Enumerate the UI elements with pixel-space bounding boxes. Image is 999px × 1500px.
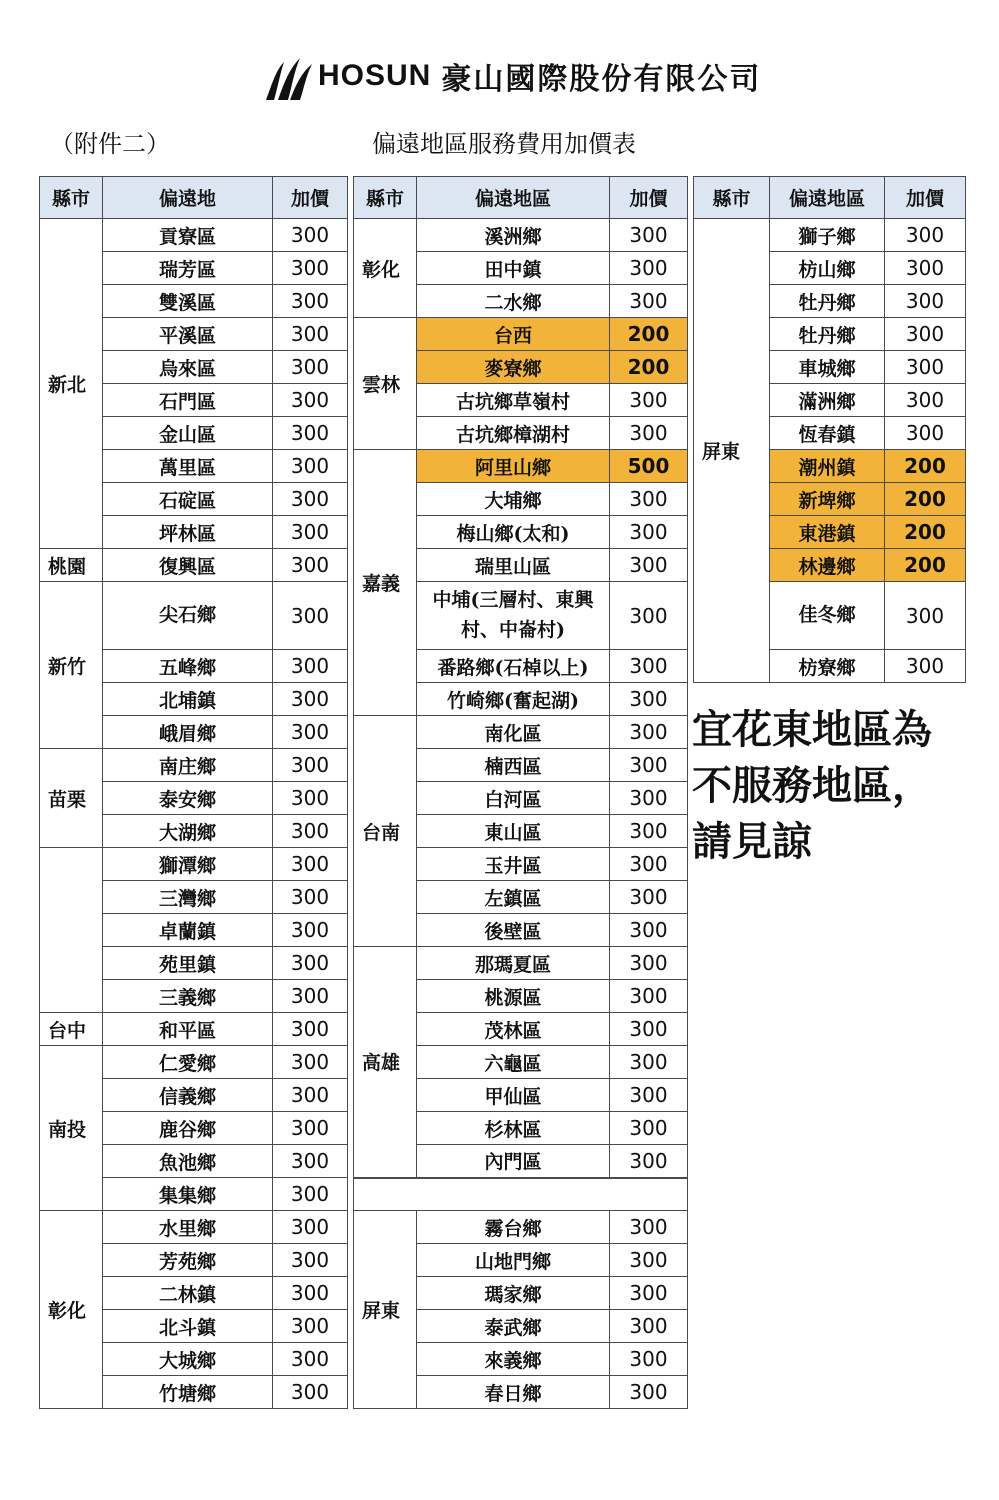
price-cell: 300 [610, 252, 688, 285]
price-cell: 300 [273, 914, 348, 947]
area-cell: 六龜區 [417, 1046, 610, 1079]
county-cell: 苗栗 [40, 749, 103, 848]
table-row [40, 848, 348, 881]
price-cell: 300 [273, 483, 348, 516]
area-cell: 東山區 [417, 815, 610, 848]
table-row [40, 1211, 348, 1244]
area-cell: 二林鎮 [103, 1277, 273, 1310]
price-cell: 300 [273, 749, 348, 782]
blank-row [354, 1178, 688, 1211]
area-cell: 魚池鄉 [103, 1145, 273, 1178]
price-cell: 300 [273, 1145, 348, 1178]
area-cell: 復興區 [103, 549, 273, 582]
price-cell: 300 [610, 848, 688, 881]
price-cell: 300 [273, 1310, 348, 1343]
area-cell: 集集鄉 [103, 1178, 273, 1211]
area-cell: 霧台鄉 [417, 1211, 610, 1244]
area-cell: 枋寮鄉 [770, 650, 885, 683]
county-cell: 南投 [40, 1046, 103, 1211]
area-cell: 南庄鄉 [103, 749, 273, 782]
price-cell: 300 [610, 417, 688, 450]
area-cell: 古坑鄉草嶺村 [417, 384, 610, 417]
price-cell: 300 [610, 1013, 688, 1046]
area-cell: 苑里鎮 [103, 947, 273, 980]
price-cell: 300 [610, 782, 688, 815]
price-cell: 300 [273, 980, 348, 1013]
area-cell: 梅山鄉(太和) [417, 516, 610, 549]
price-cell: 200 [885, 450, 966, 483]
price-cell: 300 [610, 1145, 688, 1178]
price-cell: 300 [273, 582, 348, 650]
area-cell: 大埔鄉 [417, 483, 610, 516]
price-cell: 200 [885, 516, 966, 549]
price-cell: 300 [273, 815, 348, 848]
price-cell: 300 [273, 650, 348, 683]
area-cell: 芳苑鄉 [103, 1244, 273, 1277]
price-cell: 300 [610, 881, 688, 914]
price-cell: 300 [273, 1046, 348, 1079]
price-cell: 300 [273, 516, 348, 549]
service-area-notice [692, 702, 992, 870]
col-county-header: 縣市 [40, 177, 103, 219]
area-cell: 中埔(三層村、東興村、中崙村) [417, 582, 610, 650]
price-cell: 300 [610, 1376, 688, 1409]
table-row [694, 219, 966, 252]
county-cell: 台中 [40, 1013, 103, 1046]
price-cell: 300 [885, 318, 966, 351]
logo-text: HOSUN [318, 59, 432, 92]
table-row [40, 749, 348, 782]
surcharge-table-right [693, 176, 966, 683]
county-cell: 彰化 [40, 1211, 103, 1409]
price-cell: 300 [885, 351, 966, 384]
area-cell: 石門區 [103, 384, 273, 417]
price-cell: 200 [610, 318, 688, 351]
area-cell: 牡丹鄉 [770, 318, 885, 351]
area-cell: 古坑鄉樟湖村 [417, 417, 610, 450]
area-cell: 田中鎮 [417, 252, 610, 285]
price-cell: 300 [273, 285, 348, 318]
price-cell: 300 [610, 650, 688, 683]
area-cell: 滿洲鄉 [770, 384, 885, 417]
county-cell: 台南 [354, 716, 417, 947]
notice-line: 請見諒 [692, 819, 812, 865]
price-cell: 300 [885, 252, 966, 285]
area-cell: 新埤鄉 [770, 483, 885, 516]
area-cell: 和平區 [103, 1013, 273, 1046]
area-cell: 五峰鄉 [103, 650, 273, 683]
price-cell: 200 [885, 483, 966, 516]
price-cell: 300 [610, 716, 688, 749]
price-cell: 300 [273, 252, 348, 285]
area-cell: 萬里區 [103, 450, 273, 483]
table-row [40, 1013, 348, 1046]
col-price-header: 加價 [273, 177, 348, 219]
attachment-label: （附件二） [50, 130, 170, 158]
area-cell: 鹿谷鄉 [103, 1112, 273, 1145]
price-cell: 300 [610, 1112, 688, 1145]
col-county-header: 縣市 [694, 177, 770, 219]
county-cell: 桃園 [40, 549, 103, 582]
price-cell: 300 [273, 848, 348, 881]
area-cell: 麥寮鄉 [417, 351, 610, 384]
area-cell: 杉林區 [417, 1112, 610, 1145]
table-row [354, 1178, 688, 1211]
table-row [354, 716, 688, 749]
table-row [354, 1211, 688, 1244]
price-cell: 300 [885, 650, 966, 683]
area-cell: 玉井區 [417, 848, 610, 881]
price-cell: 300 [273, 1343, 348, 1376]
area-cell: 尖石鄉 [103, 582, 273, 650]
area-cell: 東港鎮 [770, 516, 885, 549]
price-cell: 300 [885, 384, 966, 417]
price-cell: 300 [273, 384, 348, 417]
area-cell: 北斗鎮 [103, 1310, 273, 1343]
price-cell: 300 [273, 1079, 348, 1112]
col-price-header: 加價 [885, 177, 966, 219]
price-cell: 300 [610, 1211, 688, 1244]
area-cell: 春日鄉 [417, 1376, 610, 1409]
price-cell: 300 [273, 947, 348, 980]
area-cell: 水里鄉 [103, 1211, 273, 1244]
col-area-header: 偏遠地區 [770, 177, 885, 219]
area-cell: 恆春鎮 [770, 417, 885, 450]
table-row [40, 1046, 348, 1079]
county-cell: 彰化 [354, 219, 417, 318]
area-cell: 左鎮區 [417, 881, 610, 914]
document-title: 偏遠地區服務費用加價表 [372, 130, 636, 158]
area-cell: 卓蘭鎮 [103, 914, 273, 947]
area-cell: 台西 [417, 318, 610, 351]
price-cell: 300 [610, 1277, 688, 1310]
col-county-header: 縣市 [354, 177, 417, 219]
price-cell: 300 [273, 716, 348, 749]
price-cell: 500 [610, 450, 688, 483]
price-cell: 300 [610, 1244, 688, 1277]
area-cell: 北埔鎮 [103, 683, 273, 716]
price-cell: 300 [273, 1211, 348, 1244]
col-area-header: 偏遠地區 [417, 177, 610, 219]
price-cell: 200 [610, 351, 688, 384]
price-cell: 300 [273, 1277, 348, 1310]
area-cell: 南化區 [417, 716, 610, 749]
table-row [354, 318, 688, 351]
county-cell: 屏東 [694, 219, 770, 683]
company-header [262, 46, 761, 106]
hosun-logo-icon [262, 48, 314, 104]
area-cell: 平溪區 [103, 318, 273, 351]
area-cell: 大湖鄉 [103, 815, 273, 848]
price-cell: 300 [273, 1112, 348, 1145]
area-cell: 瑞里山區 [417, 549, 610, 582]
price-cell: 300 [273, 318, 348, 351]
area-cell: 車城鄉 [770, 351, 885, 384]
price-cell: 300 [273, 683, 348, 716]
price-cell: 300 [610, 219, 688, 252]
area-cell: 茂林區 [417, 1013, 610, 1046]
area-cell: 桃源區 [417, 980, 610, 1013]
price-cell: 300 [885, 285, 966, 318]
surcharge-table-left [39, 176, 348, 1409]
col-price-header: 加價 [610, 177, 688, 219]
price-cell: 300 [610, 914, 688, 947]
area-cell: 楠西區 [417, 749, 610, 782]
price-cell: 300 [273, 782, 348, 815]
area-cell: 三灣鄉 [103, 881, 273, 914]
price-cell: 300 [273, 1013, 348, 1046]
area-cell: 瑪家鄉 [417, 1277, 610, 1310]
price-cell: 300 [610, 1046, 688, 1079]
price-cell: 300 [885, 582, 966, 650]
area-cell: 後壁區 [417, 914, 610, 947]
table-row [40, 219, 348, 252]
area-cell: 大城鄉 [103, 1343, 273, 1376]
price-cell: 300 [610, 483, 688, 516]
price-cell: 300 [273, 417, 348, 450]
surcharge-table-middle [353, 176, 688, 1409]
area-cell: 泰武鄉 [417, 1310, 610, 1343]
price-cell: 300 [610, 285, 688, 318]
table-row [354, 450, 688, 483]
price-cell: 300 [273, 351, 348, 384]
area-cell: 佳冬鄉 [770, 582, 885, 650]
area-cell: 甲仙區 [417, 1079, 610, 1112]
county-cell: 新北 [40, 219, 103, 549]
price-cell: 300 [610, 384, 688, 417]
company-name: 豪山國際股份有限公司 [441, 62, 762, 97]
area-cell: 仁愛鄉 [103, 1046, 273, 1079]
price-cell: 300 [610, 749, 688, 782]
table-row [40, 582, 348, 650]
price-cell: 300 [610, 549, 688, 582]
table-row [40, 549, 348, 582]
price-cell: 300 [610, 516, 688, 549]
area-cell: 番路鄉(石棹以上) [417, 650, 610, 683]
area-cell: 峨眉鄉 [103, 716, 273, 749]
price-cell: 300 [273, 219, 348, 252]
area-cell: 泰安鄉 [103, 782, 273, 815]
area-cell: 坪林區 [103, 516, 273, 549]
area-cell: 二水鄉 [417, 285, 610, 318]
area-cell: 信義鄉 [103, 1079, 273, 1112]
area-cell: 溪洲鄉 [417, 219, 610, 252]
price-cell: 300 [610, 1079, 688, 1112]
price-cell: 300 [273, 1178, 348, 1211]
price-cell: 300 [610, 1343, 688, 1376]
county-cell: 高雄 [354, 947, 417, 1178]
area-cell: 白河區 [417, 782, 610, 815]
price-cell: 300 [610, 815, 688, 848]
area-cell: 山地門鄉 [417, 1244, 610, 1277]
area-cell: 瑞芳區 [103, 252, 273, 285]
area-cell: 阿里山鄉 [417, 450, 610, 483]
area-cell: 內門區 [417, 1145, 610, 1178]
area-cell: 石碇區 [103, 483, 273, 516]
county-cell: 屏東 [354, 1211, 417, 1409]
area-cell: 牡丹鄉 [770, 285, 885, 318]
notice-line: 不服務地區， [692, 763, 932, 809]
area-cell: 雙溪區 [103, 285, 273, 318]
area-cell: 貢寮區 [103, 219, 273, 252]
area-cell: 獅子鄉 [770, 219, 885, 252]
price-cell: 300 [885, 219, 966, 252]
area-cell: 金山區 [103, 417, 273, 450]
area-cell: 那瑪夏區 [417, 947, 610, 980]
area-cell: 枋山鄉 [770, 252, 885, 285]
area-cell: 竹崎鄉(奮起湖) [417, 683, 610, 716]
area-cell: 獅潭鄉 [103, 848, 273, 881]
price-cell: 300 [273, 1376, 348, 1409]
county-cell: 嘉義 [354, 450, 417, 716]
price-cell: 300 [273, 1244, 348, 1277]
price-cell: 300 [885, 417, 966, 450]
notice-line: 宜花東地區為 [692, 707, 932, 753]
price-cell: 300 [273, 881, 348, 914]
price-cell: 300 [273, 450, 348, 483]
area-cell: 竹塘鄉 [103, 1376, 273, 1409]
price-cell: 300 [610, 582, 688, 650]
col-area-header: 偏遠地 [103, 177, 273, 219]
area-cell: 來義鄉 [417, 1343, 610, 1376]
county-cell: 新竹 [40, 582, 103, 749]
area-cell: 烏來區 [103, 351, 273, 384]
price-cell: 300 [610, 980, 688, 1013]
price-cell: 300 [610, 1310, 688, 1343]
area-cell: 林邊鄉 [770, 549, 885, 582]
price-cell: 300 [610, 683, 688, 716]
area-cell: 三義鄉 [103, 980, 273, 1013]
county-cell [40, 848, 103, 1013]
county-cell: 雲林 [354, 318, 417, 450]
price-cell: 300 [273, 549, 348, 582]
area-cell: 潮州鎮 [770, 450, 885, 483]
price-cell: 300 [610, 947, 688, 980]
table-row [354, 219, 688, 252]
table-row [354, 947, 688, 980]
price-cell: 200 [885, 549, 966, 582]
